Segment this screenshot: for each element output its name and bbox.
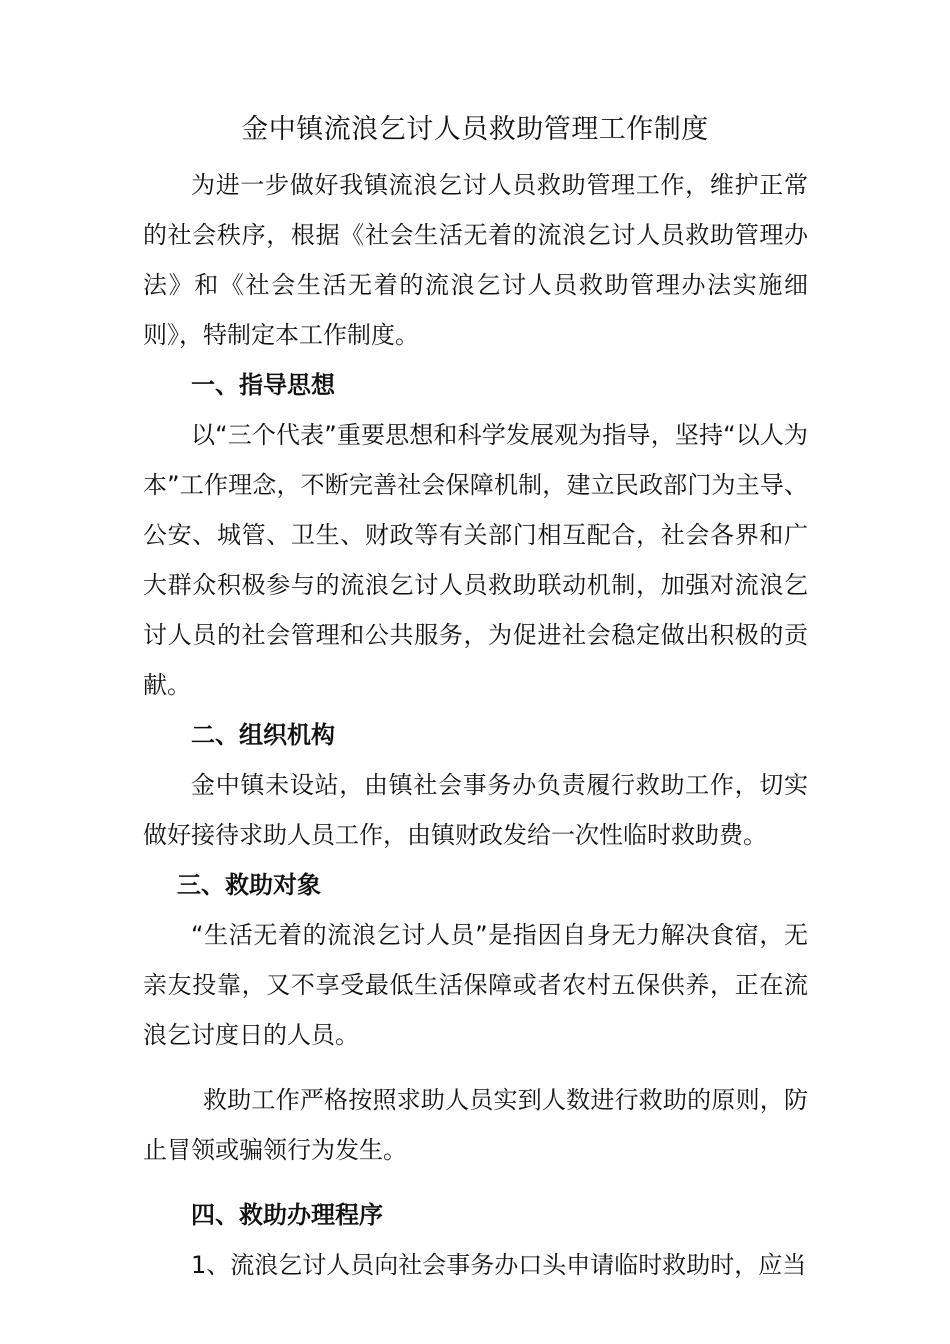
section-heading-aid-recipients: 三、救助对象	[177, 871, 321, 899]
document-title: 金中镇流浪乞讨人员救助管理工作制度	[241, 114, 709, 145]
procedure-item-1: 1、流浪乞讨人员向社会事务办口头申请临时救助时，应当	[191, 1251, 807, 1279]
section-heading-organization: 二、组织机构	[191, 721, 335, 749]
section-body-organization: 金中镇未设站，由镇社会事务办负责履行救助工作，切实做好接待求助人员工作，由镇财政发给一次性临时救助费。	[143, 771, 808, 849]
section-body-aid-principle: 救助工作严格按照求助人员实到人数进行救助的原则，防止冒领或骗领行为发生。	[143, 1086, 808, 1164]
section-body-guiding-thought: 以“三个代表”重要思想和科学发展观为指导，坚持“以人为本”工作理念，不断完善社会保障机制，建立民政部门为主导、公安、城管、卫生、财政等有关部门相互配合，社会各界和广大群众积极参与的流浪乞讨人员救助联动机制，加强对流浪乞讨人员的社会管理和公共服务，为促进社会稳定做出积极的贡献。	[143, 421, 808, 699]
document-body	[143, 160, 808, 1290]
section-body-aid-recipients: “生活无着的流浪乞讨人员”是指因自身无力解决食宿，无亲友投靠，又不享受最低生活保障或者农村五保供养，正在流浪乞讨度日的人员。	[143, 921, 808, 1049]
section-heading-guiding-thought: 一、指导思想	[191, 371, 335, 399]
intro-paragraph: 为进一步做好我镇流浪乞讨人员救助管理工作，维护正常的社会秩序，根据《社会生活无着的流浪乞讨人员救助管理办法》和《社会生活无着的流浪乞讨人员救助管理办法实施细则》，特制定本工作制度。	[143, 171, 808, 349]
section-heading-procedure: 四、救助办理程序	[191, 1201, 383, 1229]
